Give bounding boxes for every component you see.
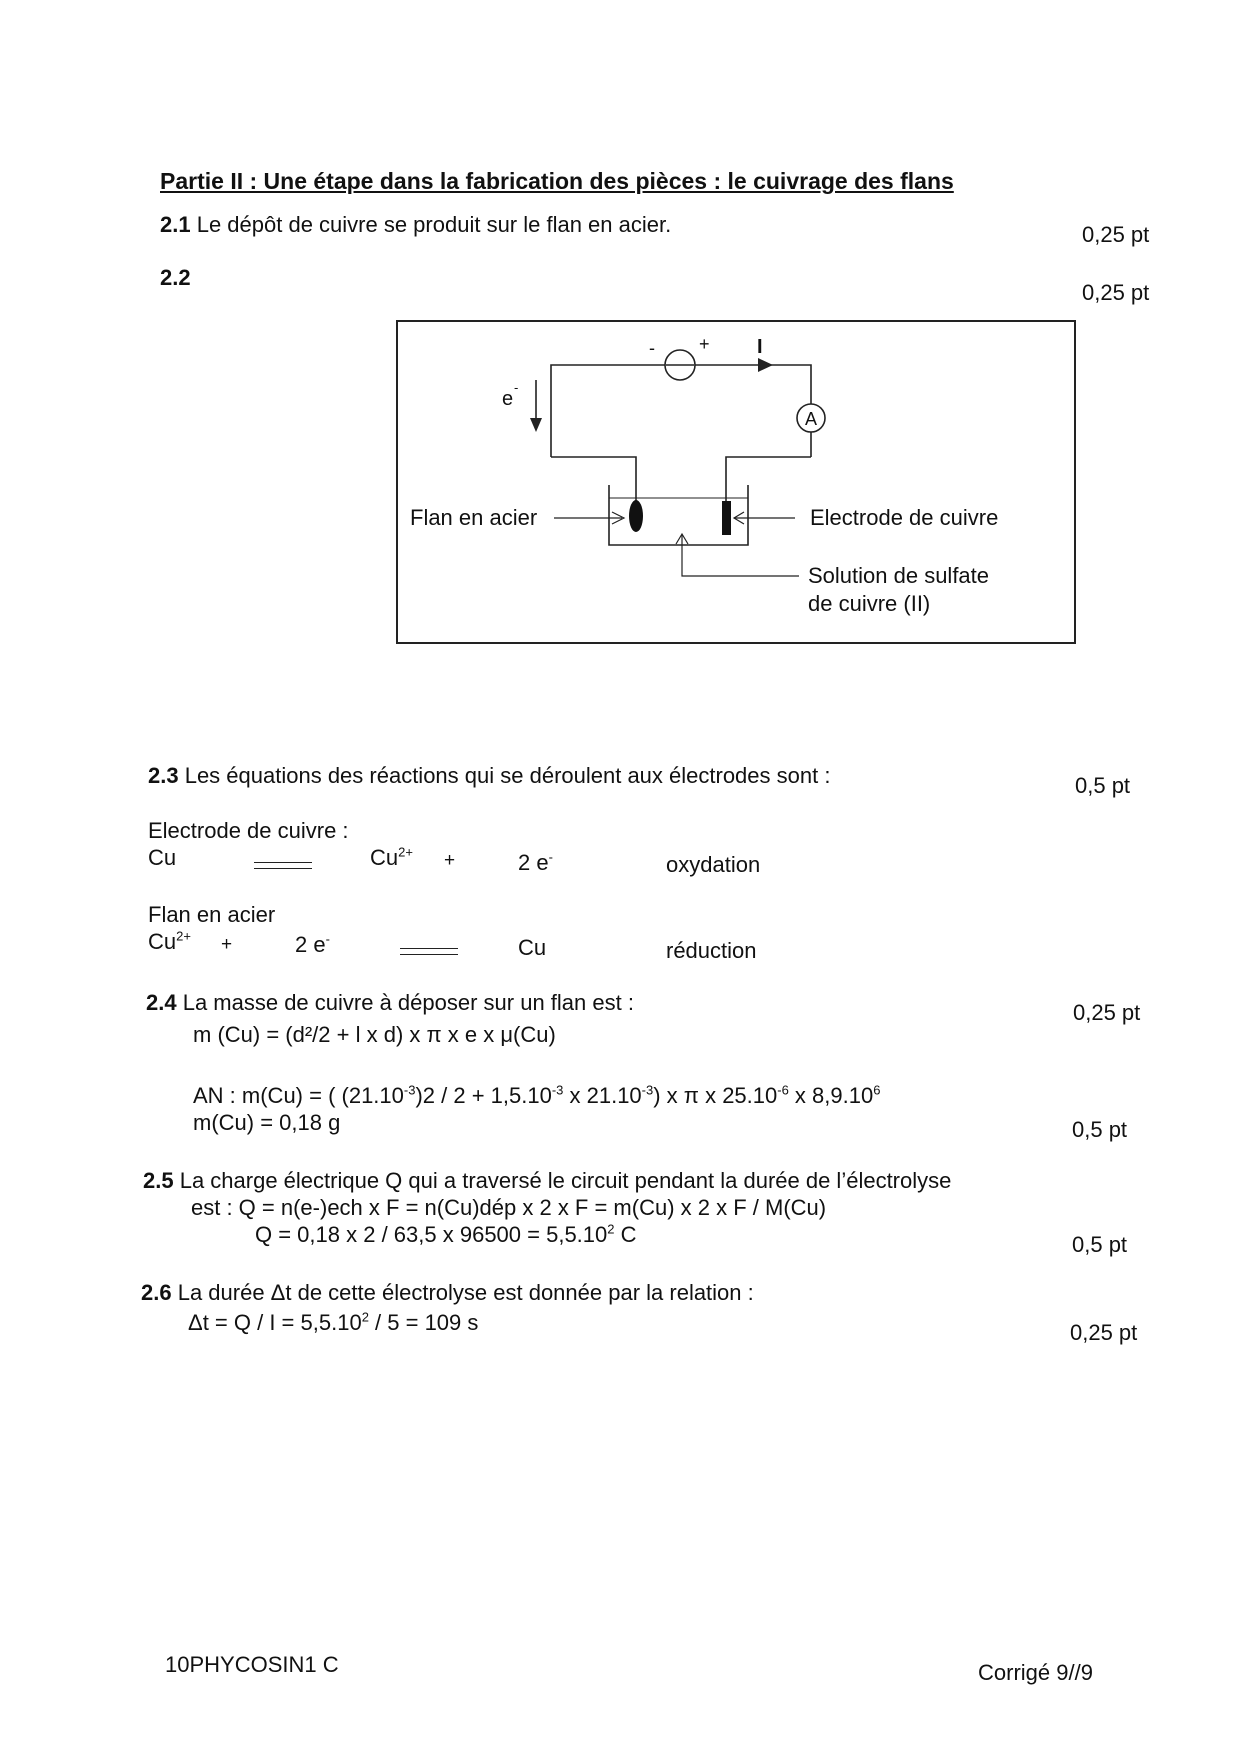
question-2-2-number: 2.2 [160, 265, 191, 290]
footer-page: Corrigé 9//9 [978, 1660, 1093, 1685]
question-number: 2.6 [141, 1280, 172, 1305]
question-2-6 [141, 1280, 754, 1306]
label-electrode: Electrode de cuivre [810, 505, 999, 530]
eq2-reactant: $Cu^{2+}$ [148, 928, 191, 954]
eq1-electrons: 2 e- [518, 849, 553, 875]
question-text: La durée Δt de cette électrolyse est donnée par la relation : [171, 1280, 754, 1305]
mass-formula: m (Cu) = (d²/2 + l x d) x π x e x μ(Cu) [193, 1022, 556, 1047]
electrolysis-diagram [396, 320, 1086, 660]
charge-result: Q = 0,18 x 2 / 63,5 x $96500 = 5,5.10^2$ C [255, 1221, 637, 1247]
points-2-4-result: 0,5 pt [1072, 1117, 1128, 1142]
current-label: I [757, 336, 763, 358]
eq1-product: $Cu^{2+}$ [370, 844, 413, 870]
copper-electrode [722, 501, 731, 535]
points-2-6: 0,25 pt [1070, 1320, 1138, 1345]
label-solution-2: de cuivre (II) [808, 591, 931, 616]
label-flan: Flan en acier [410, 505, 538, 530]
question-2-5 [143, 1168, 951, 1194]
question-text: La charge électrique Q qui a traversé le circuit pendant la durée de l’électrolyse [173, 1168, 952, 1193]
points-2-3: 0,5 pt [1075, 773, 1131, 798]
generator-plus: + [699, 334, 710, 354]
diagram-frame [397, 321, 1075, 643]
question-number: 2.3 [148, 763, 179, 788]
points-2-1: 0,25 pt [1082, 222, 1150, 247]
wire-to-flan [551, 457, 636, 503]
question-2-1 [160, 212, 671, 238]
question-text: Le dépôt de cuivre se produit sur le flan en acier. [190, 212, 672, 237]
eq2-electrons: 2 e- [295, 931, 330, 957]
eq2-product: Cu [518, 935, 547, 960]
charge-formula: est : Q = n(e-)ech x F = n(Cu)dép x 2 x F = m(Cu) x 2 x F / M(Cu) [191, 1195, 827, 1220]
question-2-3 [148, 763, 830, 789]
ammeter-label: A [804, 409, 818, 429]
electron-arrow-icon [530, 418, 542, 432]
points-2-2: 0,25 pt [1082, 280, 1150, 305]
circuit-svg [396, 320, 1086, 660]
wire-to-electrode [726, 457, 811, 503]
question-text: Les équations des réactions qui se déroulent aux électrodes sont : [178, 763, 831, 788]
eq1-equilibrium-sign [254, 852, 312, 878]
mass-application: AN : m(Cu) = ( $(21.10^{-3})2 / 2 + 1,5.10^{-3}$ x $21.10^{-3}$) x π x $25.10^{-6}$ x 8,9.10$^6$ [193, 1082, 881, 1108]
question-2-4 [146, 990, 634, 1016]
electron-label: e [502, 388, 514, 410]
section-title: Partie II : Une étape dans la fabrication des pièces : le cuivrage des flans [160, 168, 954, 194]
footer-code: 10PHYCOSIN1 C [165, 1652, 339, 1677]
question-number: 2.5 [143, 1168, 174, 1193]
steel-blank [629, 500, 643, 532]
eq2-type: réduction [666, 938, 757, 963]
current-arrow-icon [758, 358, 773, 372]
eq2-plus: + [221, 934, 233, 955]
duration-result: $\Delta t = Q / I = 5,5.10^2 / 5 = 109$ s [188, 1309, 479, 1335]
eq1-type: oxydation [666, 852, 761, 877]
points-2-4: 0,25 pt [1073, 1000, 1141, 1025]
eq2-equilibrium-sign [400, 938, 458, 964]
mass-result: m(Cu) = 0,18 g [193, 1110, 341, 1135]
flan-label: Flan en acier [148, 902, 276, 927]
label-solution-1: Solution de sulfate [808, 563, 990, 588]
points-2-5: 0,5 pt [1072, 1232, 1128, 1257]
electrode-label: Electrode de cuivre : [148, 818, 349, 843]
question-number: 2.4 [146, 990, 177, 1015]
eq1-reactant: Cu [148, 845, 177, 870]
question-text: La masse de cuivre à déposer sur un flan est : [176, 990, 634, 1015]
generator-minus: - [649, 338, 655, 358]
question-number: 2.1 [160, 212, 191, 237]
electron-sup: - [514, 380, 519, 395]
eq1-plus: + [444, 850, 456, 871]
